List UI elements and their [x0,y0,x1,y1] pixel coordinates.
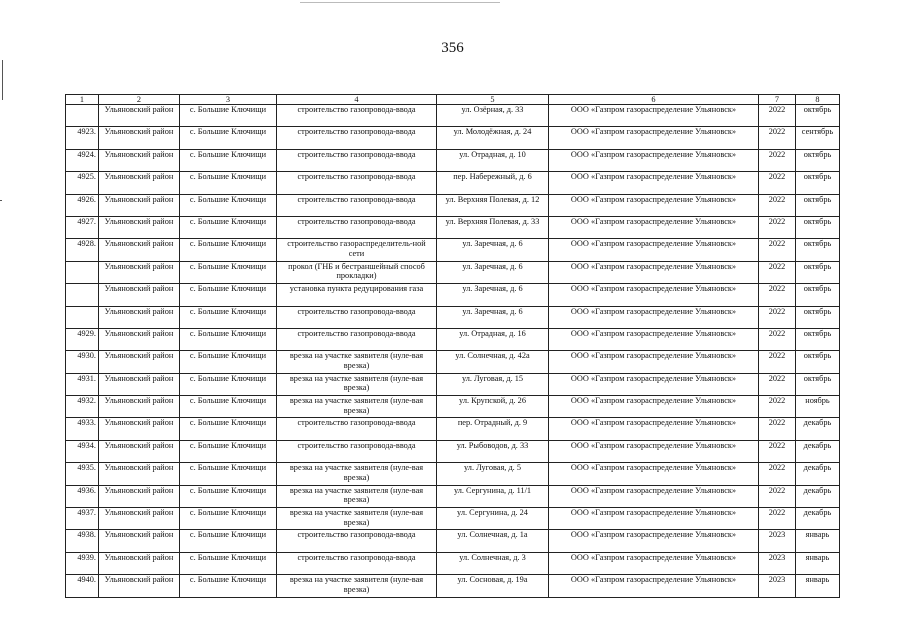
column-number-header: 5 [437,95,549,105]
year-cell: 2022 [759,105,796,127]
address-cell: ул. Сергунина, д. 24 [437,508,549,530]
work-type-cell: строительство газопровода-ввода [277,194,437,216]
year-cell: 2022 [759,351,796,373]
column-number-header: 8 [796,95,840,105]
organization-cell: ООО «Газпром газораспределение Ульяновск» [549,418,759,440]
row-number: 4931. [66,373,99,395]
address-cell: ул. Сосновая, д. 19а [437,575,549,597]
address-cell: ул. Отрадная, д. 10 [437,149,549,171]
locality-cell: с. Большие Ключищи [180,194,277,216]
district-cell: Ульяновский район [99,530,180,552]
locality-cell: с. Большие Ключищи [180,373,277,395]
address-cell: ул. Заречная, д. 6 [437,306,549,328]
table-row [66,172,840,194]
work-type-cell: врезка на участке заявителя (нуле-вая врезка) [277,373,437,395]
locality-cell: с. Большие Ключищи [180,396,277,418]
organization-cell: ООО «Газпром газораспределение Ульяновск» [549,351,759,373]
month-cell: октябрь [796,216,840,238]
organization-cell: ООО «Газпром газораспределение Ульяновск» [549,239,759,261]
month-cell: сентябрь [796,127,840,149]
table-header-row [66,95,840,105]
district-cell: Ульяновский район [99,575,180,597]
table-row [66,373,840,395]
work-type-cell: строительство газопровода-ввода [277,440,437,462]
organization-cell: ООО «Газпром газораспределение Ульяновск» [549,575,759,597]
organization-cell: ООО «Газпром газораспределение Ульяновск» [549,552,759,574]
district-cell: Ульяновский район [99,396,180,418]
district-cell: Ульяновский район [99,306,180,328]
table-row [66,530,840,552]
locality-cell: с. Большие Ключищи [180,485,277,507]
table-body [66,95,840,598]
locality-cell: с. Большие Ключищи [180,306,277,328]
locality-cell: с. Большие Ключищи [180,127,277,149]
work-type-cell: строительство газопровода-ввода [277,216,437,238]
address-cell: ул. Луговая, д. 15 [437,373,549,395]
row-number: 4940. [66,575,99,597]
table-row [66,261,840,283]
year-cell: 2022 [759,261,796,283]
month-cell: январь [796,530,840,552]
month-cell: январь [796,552,840,574]
month-cell: октябрь [796,194,840,216]
district-cell: Ульяновский район [99,508,180,530]
organization-cell: ООО «Газпром газораспределение Ульяновск» [549,530,759,552]
locality-cell: с. Большие Ключищи [180,508,277,530]
row-number: 4926. [66,194,99,216]
address-cell: пер. Набережный, д. 6 [437,172,549,194]
locality-cell: с. Большие Ключищи [180,440,277,462]
year-cell: 2023 [759,552,796,574]
locality-cell: с. Большие Ключищи [180,552,277,574]
year-cell: 2022 [759,373,796,395]
column-number-header: 4 [277,95,437,105]
locality-cell: с. Большие Ключищи [180,328,277,350]
table-row [66,485,840,507]
table-row [66,284,840,306]
year-cell: 2022 [759,463,796,485]
work-type-cell: строительство газораспределитель-ной сети [277,239,437,261]
row-number: 4939. [66,552,99,574]
address-cell: ул. Верхняя Полевая, д. 33 [437,216,549,238]
locality-cell: с. Большие Ключищи [180,284,277,306]
district-cell: Ульяновский район [99,172,180,194]
month-cell: декабрь [796,418,840,440]
address-cell: пер. Отрадный, д. 9 [437,418,549,440]
organization-cell: ООО «Газпром газораспределение Ульяновск» [549,149,759,171]
district-cell: Ульяновский район [99,440,180,462]
locality-cell: с. Большие Ключищи [180,530,277,552]
address-cell: ул. Молодёжная, д. 24 [437,127,549,149]
table-row [66,306,840,328]
row-number: 4938. [66,530,99,552]
locality-cell: с. Большие Ключищи [180,463,277,485]
work-type-cell: врезка на участке заявителя (нуле-вая врезка) [277,396,437,418]
month-cell: октябрь [796,373,840,395]
work-type-cell: врезка на участке заявителя (нуле-вая врезка) [277,575,437,597]
address-cell: ул. Рыбоводов, д. 33 [437,440,549,462]
organization-cell: ООО «Газпром газораспределение Ульяновск» [549,172,759,194]
table-row [66,194,840,216]
organization-cell: ООО «Газпром газораспределение Ульяновск» [549,396,759,418]
year-cell: 2022 [759,172,796,194]
row-number [66,306,99,328]
table-row [66,149,840,171]
address-cell: ул. Озёрная, д. 33 [437,105,549,127]
row-number: 4934. [66,440,99,462]
row-number: 4932. [66,396,99,418]
month-cell: декабрь [796,485,840,507]
year-cell: 2022 [759,127,796,149]
scan-edge-mark [300,2,500,3]
organization-cell: ООО «Газпром газораспределение Ульяновск» [549,463,759,485]
table-row [66,440,840,462]
locality-cell: с. Большие Ключищи [180,216,277,238]
row-number: 4935. [66,463,99,485]
organization-cell: ООО «Газпром газораспределение Ульяновск» [549,485,759,507]
year-cell: 2022 [759,194,796,216]
address-cell: ул. Крупской, д. 26 [437,396,549,418]
work-type-cell: врезка на участке заявителя (нуле-вая врезка) [277,351,437,373]
month-cell: октябрь [796,284,840,306]
district-cell: Ульяновский район [99,351,180,373]
table-row [66,216,840,238]
organization-cell: ООО «Газпром газораспределение Ульяновск» [549,194,759,216]
locality-cell: с. Большие Ключищи [180,261,277,283]
month-cell: октябрь [796,351,840,373]
year-cell: 2022 [759,149,796,171]
work-type-cell: строительство газопровода-ввода [277,530,437,552]
work-type-cell: строительство газопровода-ввода [277,552,437,574]
column-number-header: 1 [66,95,99,105]
address-cell: ул. Луговая, д. 5 [437,463,549,485]
scan-edge-mark [0,200,2,201]
scan-edge-mark [2,60,3,100]
district-cell: Ульяновский район [99,373,180,395]
year-cell: 2023 [759,530,796,552]
district-cell: Ульяновский район [99,485,180,507]
row-number: 4936. [66,485,99,507]
work-type-cell: строительство газопровода-ввода [277,127,437,149]
row-number [66,261,99,283]
row-number [66,284,99,306]
organization-cell: ООО «Газпром газораспределение Ульяновск» [549,105,759,127]
column-number-header: 6 [549,95,759,105]
district-cell: Ульяновский район [99,463,180,485]
address-cell: ул. Отрадная, д. 16 [437,328,549,350]
row-number: 4933. [66,418,99,440]
work-type-cell: прокол (ГНБ и бестраншейный способ прокладки) [277,261,437,283]
row-number: 4927. [66,216,99,238]
district-cell: Ульяновский район [99,284,180,306]
year-cell: 2022 [759,396,796,418]
column-number-header: 3 [180,95,277,105]
organization-cell: ООО «Газпром газораспределение Ульяновск» [549,216,759,238]
month-cell: октябрь [796,261,840,283]
work-type-cell: строительство газопровода-ввода [277,172,437,194]
month-cell: октябрь [796,306,840,328]
district-cell: Ульяновский район [99,418,180,440]
organization-cell: ООО «Газпром газораспределение Ульяновск» [549,127,759,149]
work-type-cell: строительство газопровода-ввода [277,105,437,127]
district-cell: Ульяновский район [99,552,180,574]
work-type-cell: строительство газопровода-ввода [277,328,437,350]
table-row [66,575,840,597]
work-type-cell: строительство газопровода-ввода [277,418,437,440]
organization-cell: ООО «Газпром газораспределение Ульяновск» [549,328,759,350]
month-cell: январь [796,575,840,597]
year-cell: 2022 [759,306,796,328]
address-cell: ул. Солнечная, д. 1а [437,530,549,552]
district-cell: Ульяновский район [99,105,180,127]
district-cell: Ульяновский район [99,127,180,149]
table-row [66,463,840,485]
locality-cell: с. Большие Ключищи [180,172,277,194]
page-number: 356 [441,40,464,56]
district-cell: Ульяновский район [99,149,180,171]
row-number: 4923. [66,127,99,149]
month-cell: декабрь [796,463,840,485]
year-cell: 2022 [759,216,796,238]
district-cell: Ульяновский район [99,261,180,283]
month-cell: декабрь [796,440,840,462]
organization-cell: ООО «Газпром газораспределение Ульяновск» [549,373,759,395]
organization-cell: ООО «Газпром газораспределение Ульяновск» [549,284,759,306]
locality-cell: с. Большие Ключищи [180,239,277,261]
locality-cell: с. Большие Ключищи [180,105,277,127]
row-number: 4929. [66,328,99,350]
year-cell: 2023 [759,575,796,597]
year-cell: 2022 [759,485,796,507]
table-row [66,508,840,530]
table-row [66,328,840,350]
table-row [66,239,840,261]
table-row [66,552,840,574]
month-cell: ноябрь [796,396,840,418]
locality-cell: с. Большие Ключищи [180,149,277,171]
month-cell: октябрь [796,105,840,127]
row-number [66,105,99,127]
column-number-header: 2 [99,95,180,105]
month-cell: декабрь [796,508,840,530]
locality-cell: с. Большие Ключищи [180,351,277,373]
organization-cell: ООО «Газпром газораспределение Ульяновск» [549,440,759,462]
address-cell: ул. Сергунина, д. 11/1 [437,485,549,507]
month-cell: октябрь [796,172,840,194]
work-type-cell: врезка на участке заявителя (нуле-вая врезка) [277,463,437,485]
row-number: 4925. [66,172,99,194]
address-cell: ул. Солнечная, д. 3 [437,552,549,574]
district-cell: Ульяновский район [99,328,180,350]
district-cell: Ульяновский район [99,216,180,238]
table-row [66,351,840,373]
address-cell: ул. Заречная, д. 6 [437,239,549,261]
work-type-cell: строительство газопровода-ввода [277,149,437,171]
month-cell: октябрь [796,239,840,261]
row-number: 4930. [66,351,99,373]
address-cell: ул. Верхняя Полевая, д. 12 [437,194,549,216]
register-table [65,94,840,598]
address-cell: ул. Солнечная, д. 42а [437,351,549,373]
work-type-cell: врезка на участке заявителя (нуле-вая врезка) [277,508,437,530]
table-row [66,105,840,127]
month-cell: октябрь [796,328,840,350]
row-number: 4937. [66,508,99,530]
row-number: 4924. [66,149,99,171]
year-cell: 2022 [759,440,796,462]
table-row [66,396,840,418]
locality-cell: с. Большие Ключищи [180,575,277,597]
organization-cell: ООО «Газпром газораспределение Ульяновск» [549,508,759,530]
district-cell: Ульяновский район [99,239,180,261]
table-row [66,418,840,440]
year-cell: 2022 [759,418,796,440]
year-cell: 2022 [759,328,796,350]
row-number: 4928. [66,239,99,261]
address-cell: ул. Заречная, д. 6 [437,284,549,306]
year-cell: 2022 [759,239,796,261]
work-type-cell: установка пункта редуцирования газа [277,284,437,306]
work-type-cell: строительство газопровода-ввода [277,306,437,328]
column-number-header: 7 [759,95,796,105]
organization-cell: ООО «Газпром газораспределение Ульяновск» [549,261,759,283]
table-row [66,127,840,149]
district-cell: Ульяновский район [99,194,180,216]
month-cell: октябрь [796,149,840,171]
address-cell: ул. Заречная, д. 6 [437,261,549,283]
locality-cell: с. Большие Ключищи [180,418,277,440]
organization-cell: ООО «Газпром газораспределение Ульяновск» [549,306,759,328]
year-cell: 2022 [759,284,796,306]
year-cell: 2022 [759,508,796,530]
work-type-cell: врезка на участке заявителя (нуле-вая врезка) [277,485,437,507]
